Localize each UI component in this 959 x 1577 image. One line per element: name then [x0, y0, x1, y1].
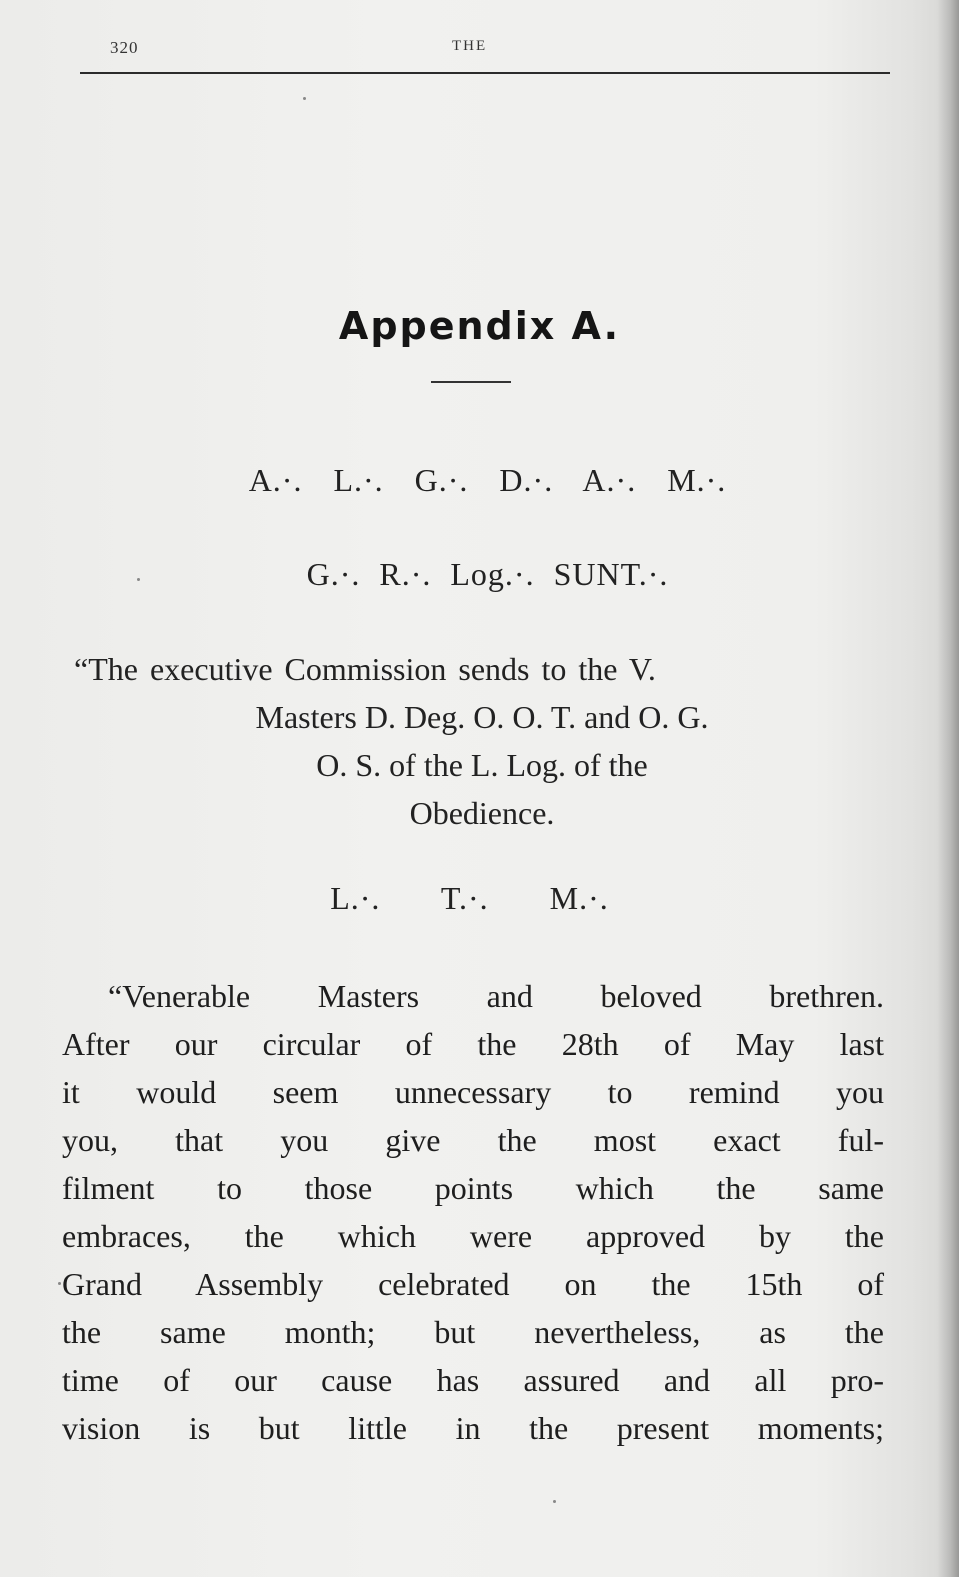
- quote-line: “The executive Commission sends to the V.: [74, 651, 656, 687]
- body-line: you, that you give the most exact ful-: [62, 1122, 884, 1158]
- page-header: [80, 30, 890, 76]
- quote-line: O. S. of the L. Log. of the: [316, 747, 648, 783]
- quote-line: Masters D. Deg. O. O. T. and O. G.: [255, 699, 709, 735]
- quote-line: Obedience.: [409, 795, 555, 831]
- body-line: filment to those points which the same: [62, 1170, 884, 1206]
- abbreviation-line-1: A.·. L.·. G.·. D.·. A.·. M.·.: [248, 462, 727, 498]
- abbreviation-line-2: G.·. R.·. Log.·. SUNT.·.: [306, 556, 669, 592]
- body-line: vision is but little in the present moments;: [62, 1410, 884, 1446]
- body-paragraph: [62, 972, 884, 1452]
- running-head: THE: [452, 38, 488, 54]
- body-line: embraces, the which were approved by the: [62, 1218, 884, 1254]
- paper-speck: [303, 97, 306, 100]
- page-number: 320: [110, 38, 139, 57]
- body-line: time of our cause has assured and all pro-: [62, 1362, 884, 1398]
- paper-speck: [553, 1500, 556, 1503]
- body-line: “Venerable Masters and beloved brethren.: [108, 978, 884, 1014]
- header-rule: [80, 72, 890, 74]
- paper-speck: [137, 578, 140, 581]
- appendix-heading: Appendix A.: [338, 304, 621, 348]
- heading-rule: [431, 381, 511, 383]
- page-edge-shadow: [937, 0, 959, 1577]
- abbreviation-line-3: L.·. T.·. M.·.: [330, 880, 609, 916]
- paper-speck: [58, 1282, 61, 1285]
- body-line: the same month; but nevertheless, as the: [62, 1314, 884, 1350]
- body-line: Grand Assembly celebrated on the 15th of: [62, 1266, 884, 1302]
- body-line: After our circular of the 28th of May last: [62, 1026, 884, 1062]
- body-line: it would seem unnecessary to remind you: [62, 1074, 884, 1110]
- quote-block: [62, 645, 888, 837]
